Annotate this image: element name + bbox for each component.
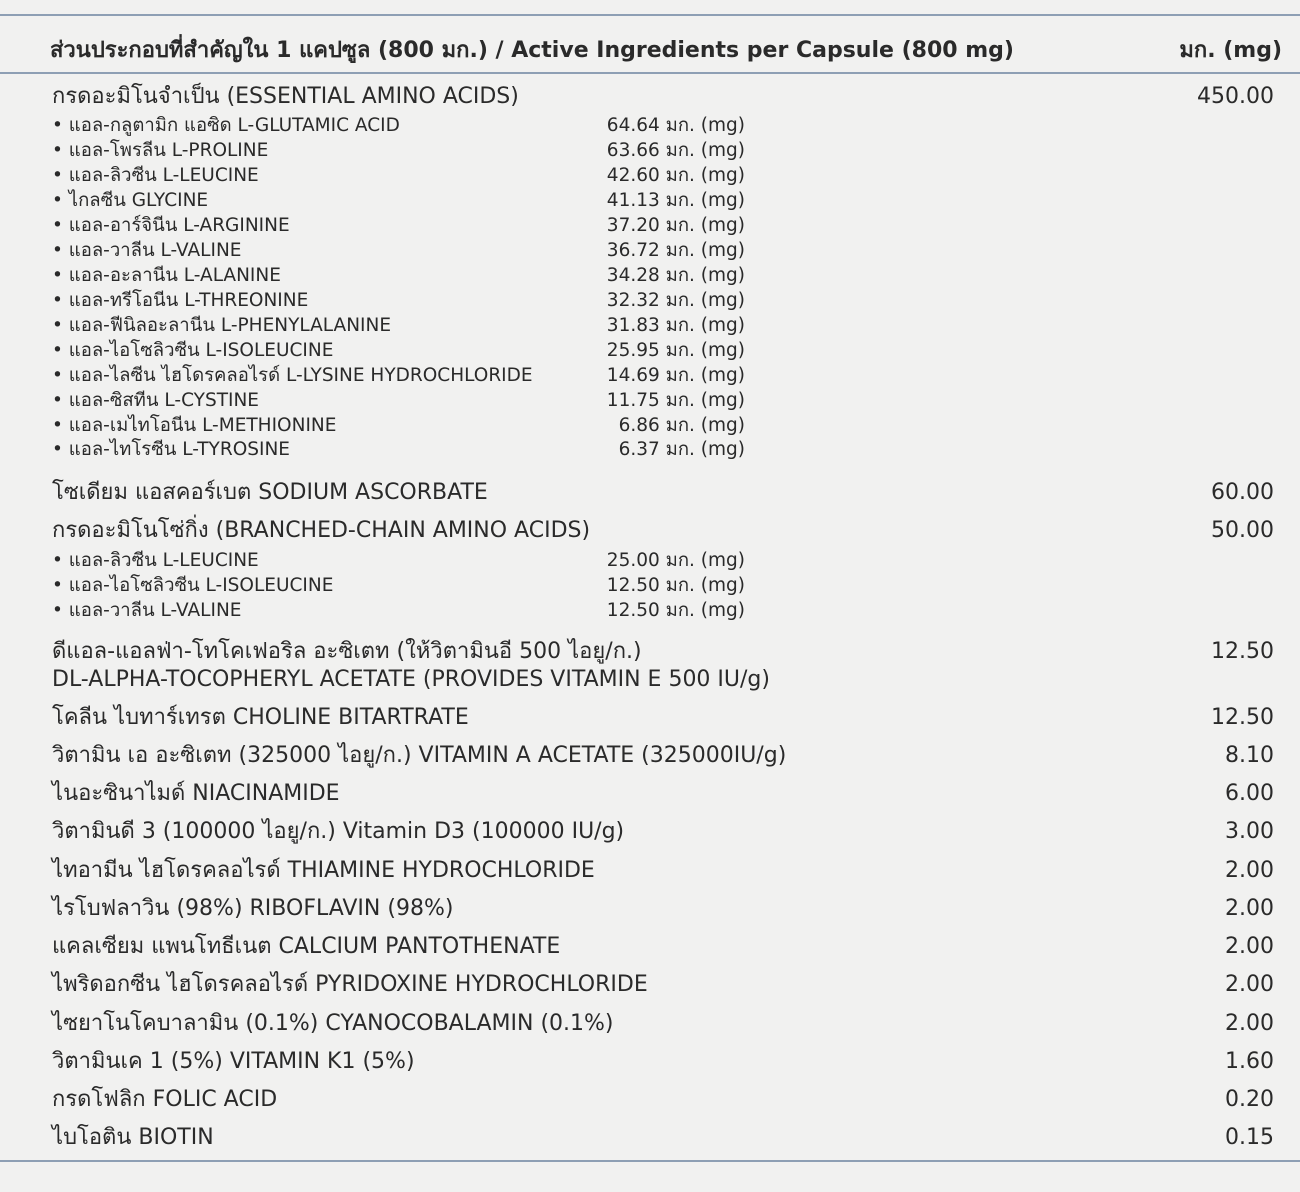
ingredient-amount: 12.50 <box>1211 705 1274 730</box>
sub-value: 25.00 มก. (mg) <box>606 550 745 571</box>
ingredient-amount: 0.15 <box>1225 1125 1274 1150</box>
sub-value: 12.50 มก. (mg) <box>606 600 745 621</box>
sub-row <box>0 164 1300 188</box>
table-row <box>0 970 1300 1000</box>
table-row <box>0 1047 1300 1077</box>
sub-row <box>0 599 1300 623</box>
sub-value: 42.60 มก. (mg) <box>606 165 745 186</box>
ingredient-amount: 1.60 <box>1225 1049 1274 1074</box>
sub-name: • แอล-ไอโซลิวซีน L-ISOLEUCINE <box>52 340 334 361</box>
ingredient-amount: 2.00 <box>1225 1011 1274 1036</box>
vitamin-e-amount: 12.50 <box>1211 639 1274 664</box>
essential-label: กรดอะมิโนจำเป็น (ESSENTIAL AMINO ACIDS) <box>52 84 519 109</box>
sub-row <box>0 549 1300 573</box>
table-row <box>0 516 1300 546</box>
sub-name: • แอล-อาร์จินีน L-ARGININE <box>52 215 290 236</box>
ingredient-amount: 2.00 <box>1225 896 1274 921</box>
ingredient-amount: 6.00 <box>1225 781 1274 806</box>
vitamin-e-thai: ดีแอล-แอลฟ่า-โทโคเฟอริล อะซิเตท (ให้วิตามินอี 500 ไอยู/ก.) <box>52 639 642 664</box>
sodium-name: โซเดียม แอสคอร์เบต SODIUM ASCORBATE <box>52 480 488 505</box>
sub-row <box>0 114 1300 138</box>
sub-row <box>0 289 1300 313</box>
ingredient-name: ไซยาโนโคบาลามิน (0.1%) CYANOCOBALAMIN (0.1%) <box>52 1011 614 1036</box>
sub-value: 41.13 มก. (mg) <box>606 190 745 211</box>
sub-name: • แอล-โพรลีน L-PROLINE <box>52 140 269 161</box>
sub-row <box>0 364 1300 388</box>
sub-value: 63.66 มก. (mg) <box>606 140 745 161</box>
sub-row <box>0 139 1300 163</box>
sub-row <box>0 438 1300 462</box>
sodium-amount: 60.00 <box>1211 480 1274 505</box>
sub-name: • แอล-ไทโรซีน L-TYROSINE <box>52 439 290 460</box>
ingredient-amount: 2.00 <box>1225 972 1274 997</box>
table-row <box>0 741 1300 771</box>
sub-name: • แอล-กลูตามิก แอซิด L-GLUTAMIC ACID <box>52 115 400 136</box>
vitamin-e-english: DL-ALPHA-TOCOPHERYL ACETATE (PROVIDES VITAMIN E 500 IU/g) <box>52 667 770 692</box>
sub-name: • แอล-ไอโซลิวซีน L-ISOLEUCINE <box>52 575 334 596</box>
sub-value: 6.37 มก. (mg) <box>618 439 745 460</box>
ingredient-name: แคลเซียม แพนโทธีเนต CALCIUM PANTOTHENATE <box>52 934 561 959</box>
ingredient-name: ไพริดอกซีน ไฮโดรคลอไรด์ PYRIDOXINE HYDROCHLORIDE <box>52 972 648 997</box>
table-row <box>0 932 1300 962</box>
header-unit: มก. (mg) <box>1179 38 1282 63</box>
table-row <box>0 478 1300 508</box>
table-row <box>0 817 1300 847</box>
table-row <box>0 1123 1300 1153</box>
sub-value: 6.86 มก. (mg) <box>618 415 745 436</box>
sub-row <box>0 214 1300 238</box>
sub-value: 64.64 มก. (mg) <box>606 115 745 136</box>
sub-name: • แอล-วาลีน L-VALINE <box>52 240 242 261</box>
sub-value: 14.69 มก. (mg) <box>606 365 745 386</box>
sub-value: 37.20 มก. (mg) <box>606 215 745 236</box>
bcaa-label: กรดอะมิโนโซ่กิ่ง (BRANCHED-CHAIN AMINO ACIDS) <box>52 518 591 543</box>
sub-row <box>0 574 1300 598</box>
ingredient-name: กรดโฟลิก FOLIC ACID <box>52 1087 278 1112</box>
sub-row <box>0 339 1300 363</box>
table-row <box>0 856 1300 886</box>
ingredient-amount: 0.20 <box>1225 1087 1274 1112</box>
ingredient-name: ไรโบฟลาวิน (98%) RIBOFLAVIN (98%) <box>52 896 454 921</box>
table-header <box>0 16 1300 74</box>
sub-row <box>0 264 1300 288</box>
bcaa-amount: 50.00 <box>1211 518 1274 543</box>
sub-value: 34.28 มก. (mg) <box>606 265 745 286</box>
table-row <box>0 637 1300 697</box>
sub-name: • แอล-ซิสทีน L-CYSTINE <box>52 390 259 411</box>
sub-name: • แอล-ไลซีน ไฮโดรคลอไรด์ L-LYSINE HYDROCHLORIDE <box>52 365 533 386</box>
essential-amount: 450.00 <box>1197 84 1274 109</box>
sub-name: • ไกลซีน GLYCINE <box>52 190 209 211</box>
sub-value: 11.75 มก. (mg) <box>606 390 745 411</box>
ingredient-amount: 8.10 <box>1225 743 1274 768</box>
ingredient-amount: 2.00 <box>1225 934 1274 959</box>
table-row <box>0 1085 1300 1115</box>
ingredient-name: วิตามินเค 1 (5%) VITAMIN K1 (5%) <box>52 1049 415 1074</box>
ingredient-name: โคลีน ไบทาร์เทรต CHOLINE BITARTRATE <box>52 705 469 730</box>
sub-name: • แอล-เมไทโอนีน L-METHIONINE <box>52 415 337 436</box>
ingredients-table <box>0 14 1300 1162</box>
sub-row <box>0 414 1300 438</box>
table-row <box>0 703 1300 733</box>
table-row <box>0 82 1300 112</box>
sub-value: 32.32 มก. (mg) <box>606 290 745 311</box>
sub-name: • แอล-วาลีน L-VALINE <box>52 600 242 621</box>
sub-value: 36.72 มก. (mg) <box>606 240 745 261</box>
table-row <box>0 779 1300 809</box>
sub-name: • แอล-อะลานีน L-ALANINE <box>52 265 281 286</box>
sub-value: 31.83 มก. (mg) <box>606 315 745 336</box>
sub-name: • แอล-ลิวซีน L-LEUCINE <box>52 165 259 186</box>
sub-value: 25.95 มก. (mg) <box>606 340 745 361</box>
ingredient-amount: 2.00 <box>1225 858 1274 883</box>
sub-name: • แอล-ฟีนิลอะลานีน L-PHENYLALANINE <box>52 315 392 336</box>
ingredient-name: ไทอามีน ไฮโดรคลอไรด์ THIAMINE HYDROCHLORIDE <box>52 858 595 883</box>
sub-row <box>0 314 1300 338</box>
sub-row <box>0 389 1300 413</box>
sub-name: • แอล-ทรีโอนีน L-THREONINE <box>52 290 309 311</box>
sub-row <box>0 189 1300 213</box>
sub-name: • แอล-ลิวซีน L-LEUCINE <box>52 550 259 571</box>
ingredient-name: ไบโอติน BIOTIN <box>52 1125 214 1150</box>
header-title: ส่วนประกอบที่สำคัญใน 1 แคปซูล (800 มก.) / Active Ingredients per Capsule (800 mg) <box>50 38 1014 63</box>
ingredient-name: วิตามิน เอ อะซิเตท (325000 ไอยู/ก.) VITAMIN A ACETATE (325000IU/g) <box>52 743 787 768</box>
sub-value: 12.50 มก. (mg) <box>606 575 745 596</box>
table-row <box>0 894 1300 924</box>
ingredient-name: วิตามินดี 3 (100000 ไอยู/ก.) Vitamin D3 (100000 IU/g) <box>52 819 625 844</box>
ingredient-amount: 3.00 <box>1225 819 1274 844</box>
sub-row <box>0 239 1300 263</box>
table-row <box>0 1009 1300 1039</box>
ingredient-name: ไนอะซินาไมด์ NIACINAMIDE <box>52 781 340 806</box>
